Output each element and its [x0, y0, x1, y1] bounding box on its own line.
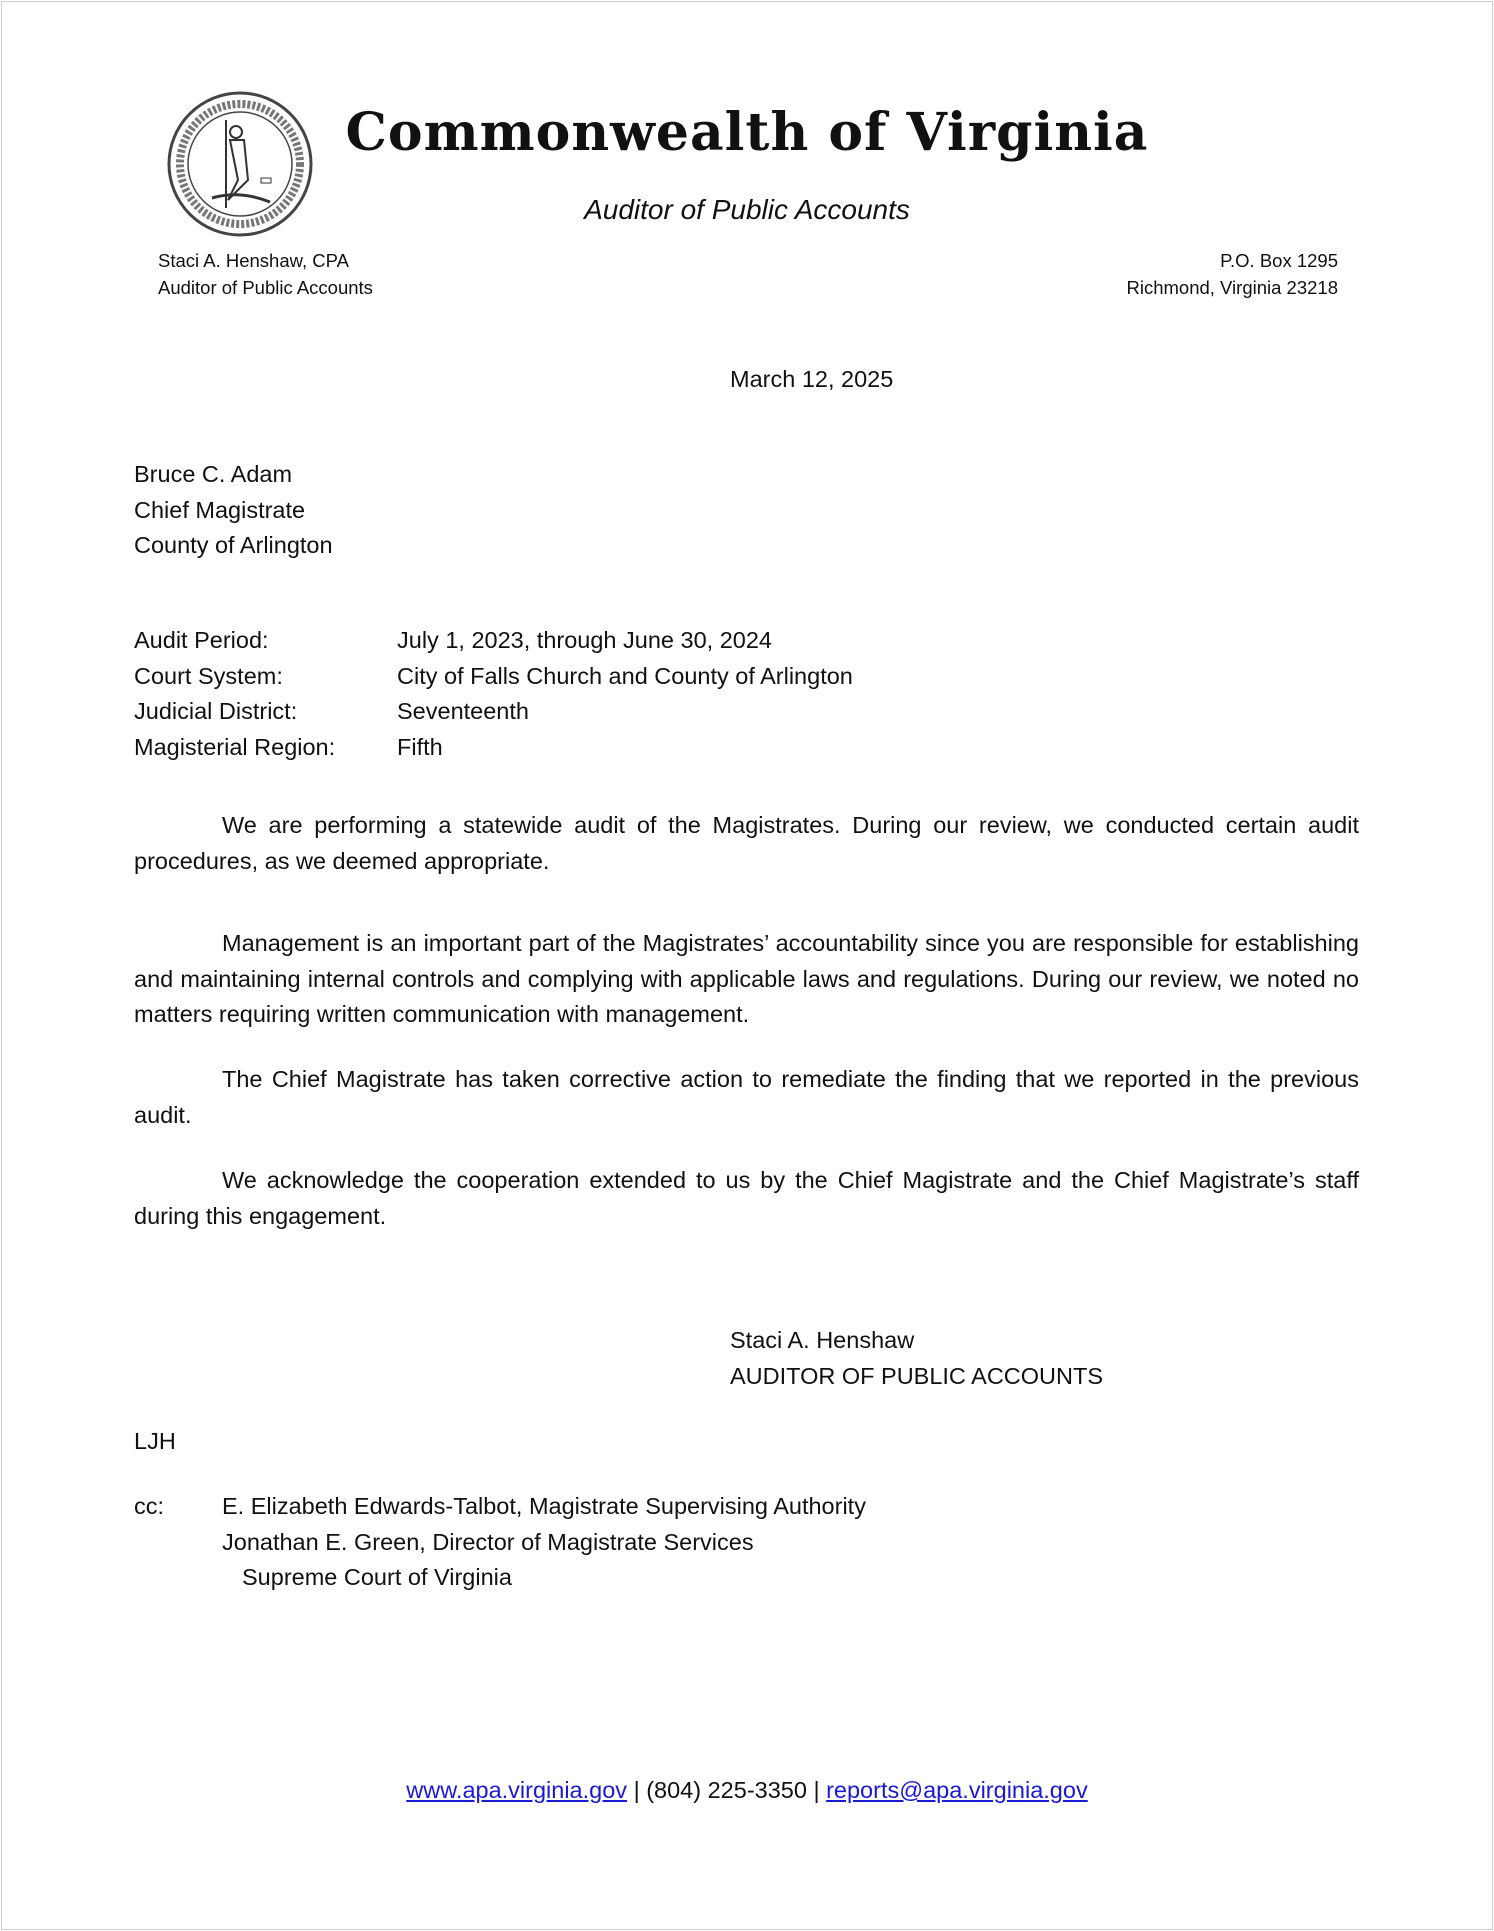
audit-info-row	[134, 730, 853, 766]
website-link[interactable]: www.apa.virginia.gov	[406, 1777, 628, 1803]
court-system-value: City of Falls Church and County of Arlington	[397, 662, 853, 689]
signer-title: AUDITOR OF PUBLIC ACCOUNTS	[730, 1362, 1104, 1389]
footer-separator: |	[813, 1777, 820, 1803]
audit-info	[134, 623, 853, 765]
recipient-name: Bruce C. Adam	[134, 461, 293, 487]
city-state: Richmond, Virginia 23218	[1126, 277, 1338, 298]
email-link[interactable]: reports@apa.virginia.gov	[826, 1777, 1088, 1803]
body-paragraph: We acknowledge the cooperation extended to us by the Chief Magistrate and the Chief Magistrate’s staff during this engagement.	[134, 1167, 1359, 1229]
cc-recipient: Jonathan E. Green, Director of Magistrate Services	[222, 1528, 754, 1555]
recipient-title: Chief Magistrate	[134, 496, 306, 523]
signer-name: Staci A. Henshaw	[730, 1327, 915, 1353]
sender-block	[158, 247, 373, 301]
cc-label: cc:	[134, 1493, 165, 1519]
magisterial-region-value: Fifth	[397, 733, 443, 760]
sender-title: Auditor of Public Accounts	[158, 277, 373, 298]
footer-separator: |	[633, 1777, 640, 1803]
address-block	[1126, 247, 1338, 301]
audit-period-label: Audit Period:	[134, 627, 269, 653]
letterhead-subtitle: Auditor of Public Accounts	[584, 194, 910, 225]
body-paragraph: The Chief Magistrate has taken corrective action to remediate the finding that we reported in the previous audit.	[134, 1066, 1359, 1128]
cc-recipient: E. Elizabeth Edwards-Talbot, Magistrate Supervising Authority	[222, 1493, 866, 1519]
audit-info-row	[134, 623, 853, 659]
body-paragraph: We are performing a statewide audit of the Magistrates. During our review, we conducted certain audit procedures, as we deemed appropriate.	[134, 812, 1359, 874]
magisterial-region-label: Magisterial Region:	[134, 733, 336, 760]
audit-info-row	[134, 659, 853, 695]
audit-info-row	[134, 694, 853, 730]
cc-recipient: Supreme Court of Virginia	[242, 1564, 512, 1591]
recipient-org: County of Arlington	[134, 532, 333, 559]
court-system-label: Court System:	[134, 662, 283, 689]
audit-period-value: July 1, 2023, through June 30, 2024	[397, 627, 772, 653]
letterhead-title: Commonwealth of Virginia	[345, 102, 1149, 163]
sender-name: Staci A. Henshaw, CPA	[158, 250, 349, 271]
footer	[0, 1773, 1494, 1809]
po-box: P.O. Box 1295	[1220, 250, 1338, 271]
recipient-block	[134, 457, 333, 564]
judicial-district-label: Judicial District:	[134, 698, 298, 725]
typist-initials: LJH	[134, 1428, 176, 1454]
letter-date: March 12, 2025	[730, 366, 894, 392]
phone-number: (804) 225-3350	[646, 1777, 807, 1803]
judicial-district-value: Seventeenth	[397, 698, 529, 725]
signature-block	[730, 1323, 1103, 1394]
body-paragraph: Management is an important part of the Magistrates’ accountability since you are responsible for establishing and maintaining internal controls and complying with applicable laws and regulations. During our review, we noted no matters requiring written communication with management.	[134, 930, 1359, 1028]
cc-list	[222, 1489, 866, 1596]
